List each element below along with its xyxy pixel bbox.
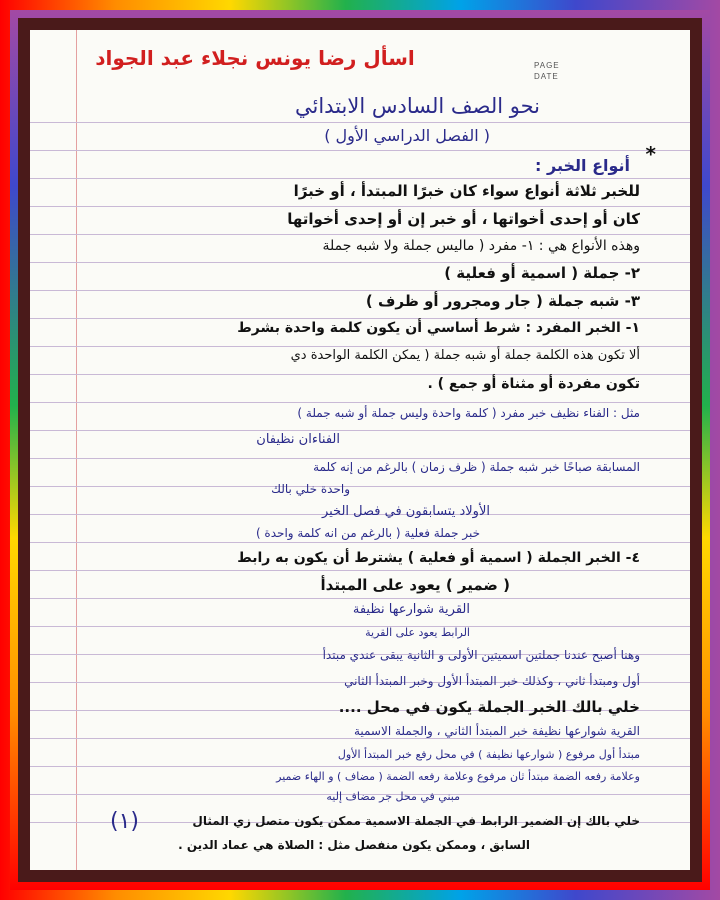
text-line: ١- الخبر المفرد : شرط أساسي أن يكون كلمة واحدة بشرط: [237, 320, 640, 336]
example-line: خبر جملة فعلية ( بالرغم من انه كلمة واحدة ): [255, 526, 480, 540]
page-label: PAGE: [534, 61, 560, 70]
example-line: الفناءان نظيفان: [256, 432, 340, 447]
ruled-line: [30, 738, 690, 739]
example-line: القرية شوارعها نظيفة خبر المبتدأ الثاني ، والجملة الاسمية: [353, 724, 640, 738]
example-line: المسابقة صباحًا خبر شبه جملة ( ظرف زمان ) بالرغم من إنه كلمة: [313, 460, 640, 474]
ruled-line: [30, 458, 690, 459]
example-line: مبتدأ أول مرفوع ( شوارعها نظيفة ) في محل رفع خبر المبتدأ الأول: [337, 748, 640, 761]
ruled-line: [30, 346, 690, 347]
text-line: كان أو إحدى أخواتها ، أو خبر إن أو إحدى أخواتها: [287, 210, 640, 228]
ruled-line: [30, 430, 690, 431]
example-line: وهنا أصبح عندنا جملتين اسميتين الأولى و الثانية يبقى عندي مبتدأ: [322, 648, 640, 662]
text-line: تكون مفردة أو مثناة أو جمع ) .: [427, 376, 640, 392]
ruled-line: [30, 570, 690, 571]
text-line: ألا تكون هذه الكلمة جملة أو شبه جملة ( يمكن الكلمة الواحدة دي: [290, 348, 640, 363]
example-line: مبني في محل جر مضاف إليه: [326, 790, 460, 803]
example-line: واحدة خلي بالك: [271, 482, 350, 496]
ruled-line: [30, 598, 690, 599]
text-line: للخبر ثلاثة أنواع سواء كان خبرًا المبتدأ ، أو خبرًا: [293, 182, 640, 200]
text-line: خلي بالك الخبر الجملة يكون في محل ....: [338, 698, 640, 716]
ruled-line: [30, 206, 690, 207]
ruled-line: [30, 150, 690, 151]
ruled-line: [30, 318, 690, 319]
ruled-line: [30, 374, 690, 375]
ruled-line: [30, 626, 690, 627]
example-line: مثل : الفناء نظيف خبر مفرد ( كلمة واحدة وليس جملة أو شبه جملة ): [297, 406, 640, 420]
semester-subtitle: ( الفصل الدراسي الأول ): [324, 126, 490, 145]
ruled-line: [30, 234, 690, 235]
text-line: ( ضمير ) يعود على المبتدأ: [320, 576, 510, 594]
notebook-page: [30, 30, 690, 870]
ruled-line: [30, 290, 690, 291]
section-heading: أنواع الخبر :: [535, 156, 630, 175]
ruled-line: [30, 178, 690, 179]
ruled-line: [30, 402, 690, 403]
example-note: الرابط يعود على القرية: [365, 626, 470, 639]
text-line: وهذه الأنواع هي : ١- مفرد ( ماليس جملة ولا شبه جملة: [322, 238, 640, 254]
page-number: (١): [110, 809, 140, 834]
ruled-line: [30, 542, 690, 543]
ruled-line: [30, 486, 690, 487]
page-date-label: [534, 60, 594, 82]
asterisk-mark: *: [645, 142, 656, 166]
authors-heading: اسأل رضا يونس نجلاء عبد الجواد: [95, 46, 415, 70]
ruled-line: [30, 262, 690, 263]
margin-line: [76, 30, 77, 870]
date-label: DATE: [534, 72, 559, 81]
example-line: أول ومبتدأ ثاني ، وكذلك خبر المبتدأ الأول وخبر المبتدأ الثاني: [344, 674, 640, 688]
example-line: وعلامة رفعه الضمة مبتدأ ثان مرفوع وعلامة رفعه الضمة ( مضاف ) و الهاء ضمير: [276, 770, 640, 783]
example-line: الأولاد يتسابقون في فصل الخير: [321, 504, 490, 519]
text-line: السابق ، وممكن يكون منفصل مثل : الصلاة هي عماد الدين .: [178, 838, 530, 852]
text-line: ٢- جملة ( اسمية أو فعلية ): [444, 264, 640, 282]
example-line: القرية شوارعها نظيفة: [352, 602, 470, 617]
ruled-line: [30, 766, 690, 767]
text-line: ٤- الخبر الجملة ( اسمية أو فعلية ) يشترط أن يكون به رابط: [237, 550, 640, 566]
text-line: خلي بالك إن الضمير الرابط في الجملة الاسمية ممكن يكون متصل زي المثال: [192, 814, 640, 828]
ruled-line: [30, 122, 690, 123]
lesson-title: نحو الصف السادس الابتدائي: [294, 94, 540, 118]
text-line: ٣- شبه جملة ( جار ومجرور أو ظرف ): [365, 292, 640, 310]
